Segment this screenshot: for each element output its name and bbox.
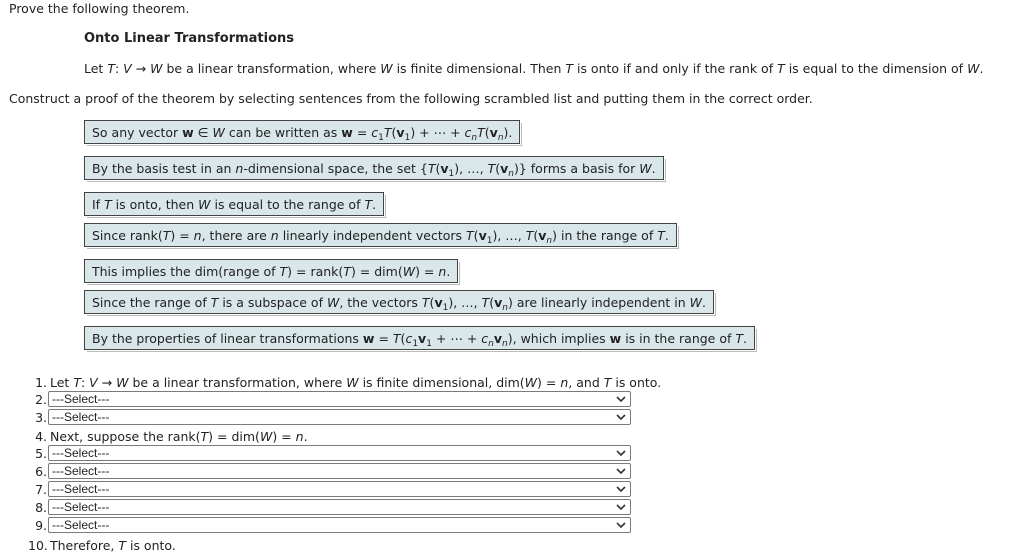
sentence-card-3[interactable]: If T is onto, then W is equal to the range of T. [84, 192, 384, 216]
step-7-select[interactable]: ---Select--- [48, 481, 631, 497]
chevron-down-icon [616, 449, 626, 457]
step-7: 7. [35, 482, 47, 497]
step-3: 3. [35, 410, 47, 425]
chevron-down-icon [616, 467, 626, 475]
step-1: 1. Let T: V → W be a linear transformation, where W is finite dimensional, dim(W) = n, and T is onto. [35, 375, 662, 390]
chevron-down-icon [616, 395, 626, 403]
instruction-text: Prove the following theorem. [9, 1, 190, 16]
step-9-select[interactable]: ---Select--- [48, 517, 631, 533]
construct-instruction: Construct a proof of the theorem by selecting sentences from the following scrambled list and putting them in the correct order. [9, 91, 813, 106]
chevron-down-icon [616, 521, 626, 529]
sentence-card-4[interactable]: Since rank(T) = n, there are n linearly independent vectors $T(v_1)$, …, $T(v_n)$ in the range of T. [84, 223, 677, 247]
step-4: 4. Next, suppose the rank(T) = dim(W) = n. [35, 429, 308, 444]
step-8-select[interactable]: ---Select--- [48, 499, 631, 515]
sentence-card-7[interactable]: By the properties of linear transformations $w = T(c_1v_1$ + ⋯ + $c_nv_n$), which implies w is in the range of T. [84, 326, 755, 350]
step-2: 2. [35, 392, 47, 407]
step-6: 6. [35, 464, 47, 479]
sentence-card-2[interactable]: By the basis test in an n-dimensional space, the set {$T(v_1)$, …, $T(v_n)$} forms a basis for W. [84, 156, 664, 180]
step-5: 5. [35, 446, 47, 461]
step-6-select[interactable]: ---Select--- [48, 463, 631, 479]
step-8: 8. [35, 500, 47, 515]
sentence-card-6[interactable]: Since the range of T is a subspace of W, the vectors $T(v_1)$, …, $T(v_n)$ are linearly independent in W. [84, 290, 714, 314]
step-2-select[interactable]: ---Select--- [48, 391, 631, 407]
step-10: 10. Therefore, T is onto. [28, 538, 176, 553]
theorem-statement: Let T: V → W be a linear transformation, where W is finite dimensional. Then T is onto if and only if the rank of T is equal to the dimension of W. [84, 61, 984, 76]
sentence-card-1[interactable]: So any vector w ∈ W can be written as $w = c_1T(v_1)$ + ⋯ + $c_nT(v_n)$. [84, 120, 520, 144]
step-5-select[interactable]: ---Select--- [48, 445, 631, 461]
step-9: 9. [35, 518, 47, 533]
step-3-select[interactable]: ---Select--- [48, 409, 631, 425]
chevron-down-icon [616, 503, 626, 511]
theorem-title: Onto Linear Transformations [84, 31, 295, 46]
chevron-down-icon [616, 413, 626, 421]
chevron-down-icon [616, 485, 626, 493]
sentence-card-5[interactable]: This implies the dim(range of T) = rank(T) = dim(W) = n. [84, 259, 458, 283]
